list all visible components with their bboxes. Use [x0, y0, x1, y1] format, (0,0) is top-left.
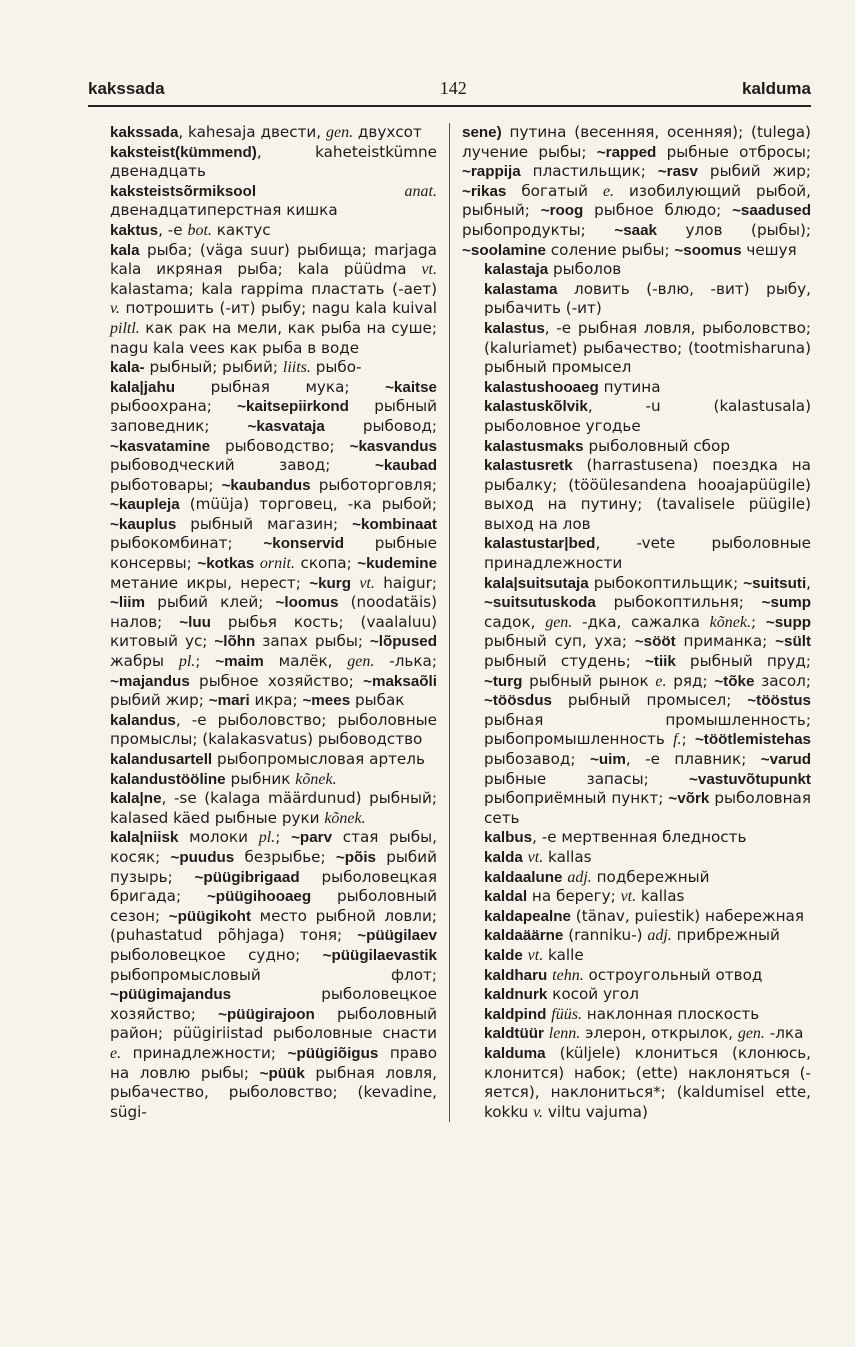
dictionary-entry: kala|ne, -se (kalaga määrdunud) рыбный; kalased käed рыбные руки kõnek.: [110, 789, 437, 827]
dictionary-entry: kala- рыбный; рыбий; liits. рыбо-: [110, 358, 362, 377]
right-column: [450, 123, 811, 1122]
dictionary-entry: kala рыба; (väga suur) рыбища; marjaga kala икряная рыба; kala püüdma vt. kalastama; kala rappima пластать (-ает) v. потрошить (-ит) рыбу; nagu kala kuival piltl. как рак на мели, как рыба на суше; nagu kala vees как рыба в воде: [110, 240, 437, 357]
left-guide-word: kakssada: [88, 79, 165, 98]
dictionary-entry: kakssada, kahesaja двести, gen. двухсот: [110, 123, 422, 141]
dictionary-entry: kalastus, -e рыбная ловля, рыболовство; (kaluriamet) рыбачество; (tootmisharuna) рыбный промысел: [484, 318, 811, 377]
right-guide-word: kalduma: [742, 79, 811, 98]
header-rule: [88, 105, 811, 107]
entry-columns: [88, 123, 811, 1122]
left-column: [88, 123, 450, 1122]
dictionary-entry: kaldnurk косой угол: [484, 985, 639, 1004]
dictionary-entry: kalastustar|bed, -vete рыболовные принадлежности: [484, 534, 811, 573]
dictionary-entry: kalduma (küljele) клониться (клонюсь, клонится) набок; (ette) наклоняться (-яется), наклониться*; (kaldumisel ette, kokku v. viltu vajuma): [484, 1043, 811, 1121]
dictionary-entry: kalastama ловить (-влю, -вит) рыбу, рыбачить (-ит): [484, 279, 811, 318]
dictionary-entry: kaldtüür lenn. элерон, открылок, gen. -лка: [484, 1024, 804, 1043]
dictionary-entry: kalde vt. kalle: [484, 945, 584, 964]
dictionary-entry: kaldaäärne (ranniku-) adj. прибрежный: [484, 926, 780, 945]
page-header: [88, 78, 811, 103]
dictionary-entry: kala|niisk молоки pl.; ~parv стая рыбы, косяк; ~puudus безрыбье; ~põis рыбий пузырь; ~püügibrigaad рыболовецкая бригада; ~püügihooaeg рыболовный сезон; ~püügikoht место рыбной ловли; (puhastatud põhjaga) тоня; ~püügilaev рыболовецкое судно; ~püügilaevastik рыбопромысловый флот; ~püügimajandus рыболовецкое хозяйство; ~püügirajoon рыболовный район; püügiriistad рыболовные снасти e. принадлежности; ~püügiõigus право на ловлю рыбы; ~püük рыбная ловля, рыбачество, рыболовство; (kevadine, sügi-: [110, 828, 438, 1121]
dictionary-entry: kaldapealne (tänav, puiestik) набережная: [484, 906, 804, 925]
page-number: 142: [439, 78, 467, 98]
dictionary-entry: kalandusartell рыбопромысловая артель: [110, 750, 425, 768]
dictionary-entry: kalda vt. kallas: [484, 847, 592, 866]
dictionary-entry: kaldharu tehn. остроугольный отвод: [484, 965, 763, 984]
dictionary-entry: kalandus, -e рыболовство; рыболовные промыслы; (kalakasvatus) рыбоводство: [110, 710, 437, 749]
dictionary-entry: kalastuskõlvik, -u (kalastusala) рыболовное угодье: [484, 397, 811, 435]
dictionary-entry: kala|suitsutaja рыбокоптильщик; ~suitsuti, ~suitsutuskoda рыбокоптильня; ~sump садок, gen. -дка, сажалка kõnek.; ~supp рыбный суп, уха; ~sööt приманка; ~sült рыбный студень; ~tiik рыбный пруд; ~turg рыбный рынок e. ряд; ~tõke засол; ~töösdus рыбный промысел; ~tööstus рыбная промышленность; рыбопромышленность f.; ~töötlemistehas рыбозавод; ~uim, -e плавник; ~varud рыбные запасы; ~vastuvõtupunkt рыбоприёмный пункт; ~võrk рыболовная сеть: [484, 573, 812, 827]
dictionary-entry: kalastushooaeg путина: [484, 377, 661, 396]
dictionary-entry: kaldal на берегу; vt. kallas: [484, 887, 685, 906]
dictionary-entry: kaksteist(kümmend), kaheteistkümne двенадцать: [110, 142, 437, 181]
dictionary-entry: kalbus, -e мертвенная бледность: [484, 828, 747, 847]
dictionary-entry: kala|jahu рыбная мука; ~kaitse рыбоохрана; ~kaitsepiirkond рыбный заповедник; ~kasvataja рыбовод; ~kasvatamine рыбоводство; ~kasvandus рыбоводческий завод; ~kaubad рыботовары; ~kaubandus рыботорговля; ~kaupleja (müüja) торговец, -ка рыбой; ~kauplus рыбный магазин; ~kombinaat рыбокомбинат; ~konservid рыбные консервы; ~kotkas ornit. скопа; ~kudemine метание икры, нерест; ~kurg vt. haigur; ~liim рыбий клей; ~loomus (noodatäis) налов; ~luu рыбья кость; (vaalaluu) китовый ус; ~lõhn запах рыбы; ~lõpused жабры pl.; ~maim малёк, gen. -лька; ~majandus рыбное хозяйство; ~maksaõli рыбий жир; ~mari икра; ~mees рыбак: [110, 377, 438, 710]
dictionary-entry: kalastusretk (harrastusena) поездка на рыбалку; (tööülesandena hooajapüügile) выход на путину; (tavalisele püügile) выход на лов: [484, 456, 811, 533]
dictionary-entry: kaldaalune adj. подбережный: [484, 867, 710, 886]
dictionary-entry: kaldpind füüs. наклонная плоскость: [484, 1004, 760, 1023]
dictionary-entry: kalastusmaks рыболовный сбор: [484, 436, 730, 455]
dictionary-entry: sene) путина (весенняя, осенняя); (tulega) лучение рыбы; ~rapped рыбные отбросы; ~rappija пластильщик; ~rasv рыбий жир; ~rikas богатый e. изобилующий рыбой, рыбный; ~roog рыбное блюдо; ~saadused рыбопродукты; ~saak улов (рыбы); ~soolamine соление рыбы; ~soomus чешуя: [462, 123, 811, 259]
dictionary-entry: kalastaja рыболов: [484, 260, 622, 279]
dictionary-entry: kaksteistsõrmiksool anat. двенадцатиперстная кишка: [110, 182, 437, 220]
dictionary-entry: kaktus, -e bot. кактус: [110, 220, 271, 239]
dictionary-entry: kalandustööline рыбник kõnek.: [110, 769, 337, 788]
